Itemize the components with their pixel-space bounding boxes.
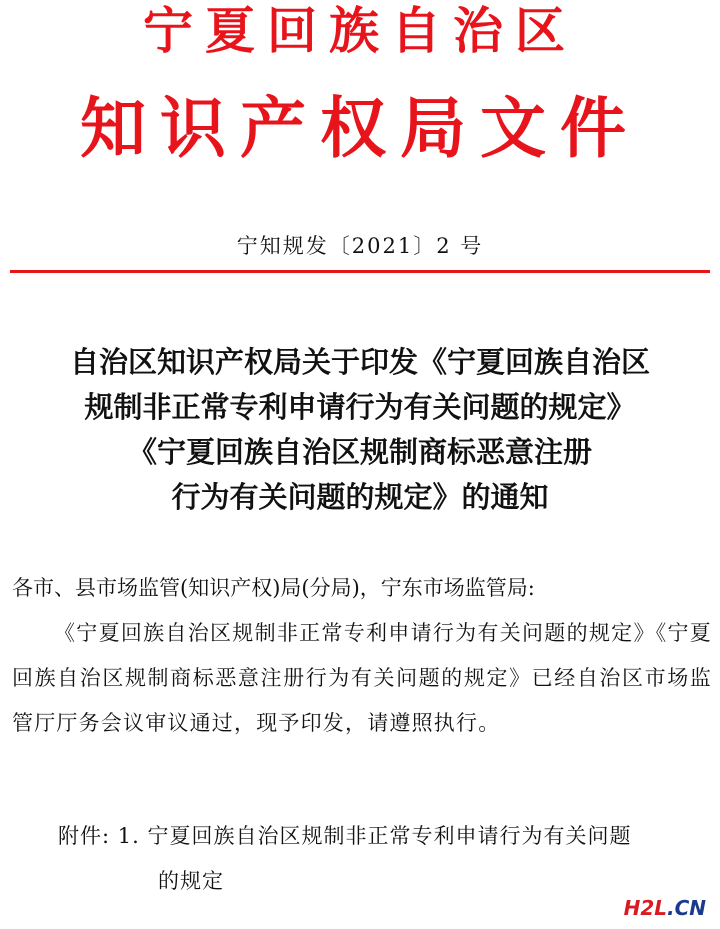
body-paragraph: 《宁夏回族自治区规制非正常专利申请行为有关问题的规定》《宁夏回族自治区规制商标恶意注册行为有关问题的规定》已经自治区市场监管厅厅务会议审议通过，现予印发，请遵照执行。 xyxy=(12,621,712,735)
site-watermark xyxy=(624,897,706,919)
title-line: 自治区知识产权局关于印发《宁夏回族自治区 xyxy=(69,345,650,379)
attachment-list xyxy=(58,814,718,904)
document-title xyxy=(0,340,720,520)
document-number: 宁知规发〔2021〕2 号 xyxy=(236,234,484,258)
attachment-title-continued: 的规定 xyxy=(158,869,224,893)
attachment-label: 附件: xyxy=(58,824,111,848)
attachment-item xyxy=(58,814,718,859)
attachment-title: 宁夏回族自治区规制非正常专利申请行为有关问题 xyxy=(147,824,632,848)
salutation: 各市、县市场监管(知识产权)局(分局)，宁东市场监管局: xyxy=(12,576,535,600)
document-body xyxy=(12,566,712,746)
watermark-cn: .CN xyxy=(666,896,706,920)
title-line: 《宁夏回族自治区规制商标恶意注册 xyxy=(127,435,592,469)
title-line: 规制非正常专利申请行为有关问题的规定》 xyxy=(84,390,636,424)
document-type-heading: 知识产权局文件 xyxy=(80,89,640,167)
issuer-name: 宁夏回族自治区 xyxy=(143,1,577,60)
title-line: 行为有关问题的规定》的通知 xyxy=(171,480,549,514)
red-divider-line xyxy=(10,270,710,273)
watermark-h2l: H2L xyxy=(623,896,667,920)
attachment-number: 1. xyxy=(117,824,140,848)
